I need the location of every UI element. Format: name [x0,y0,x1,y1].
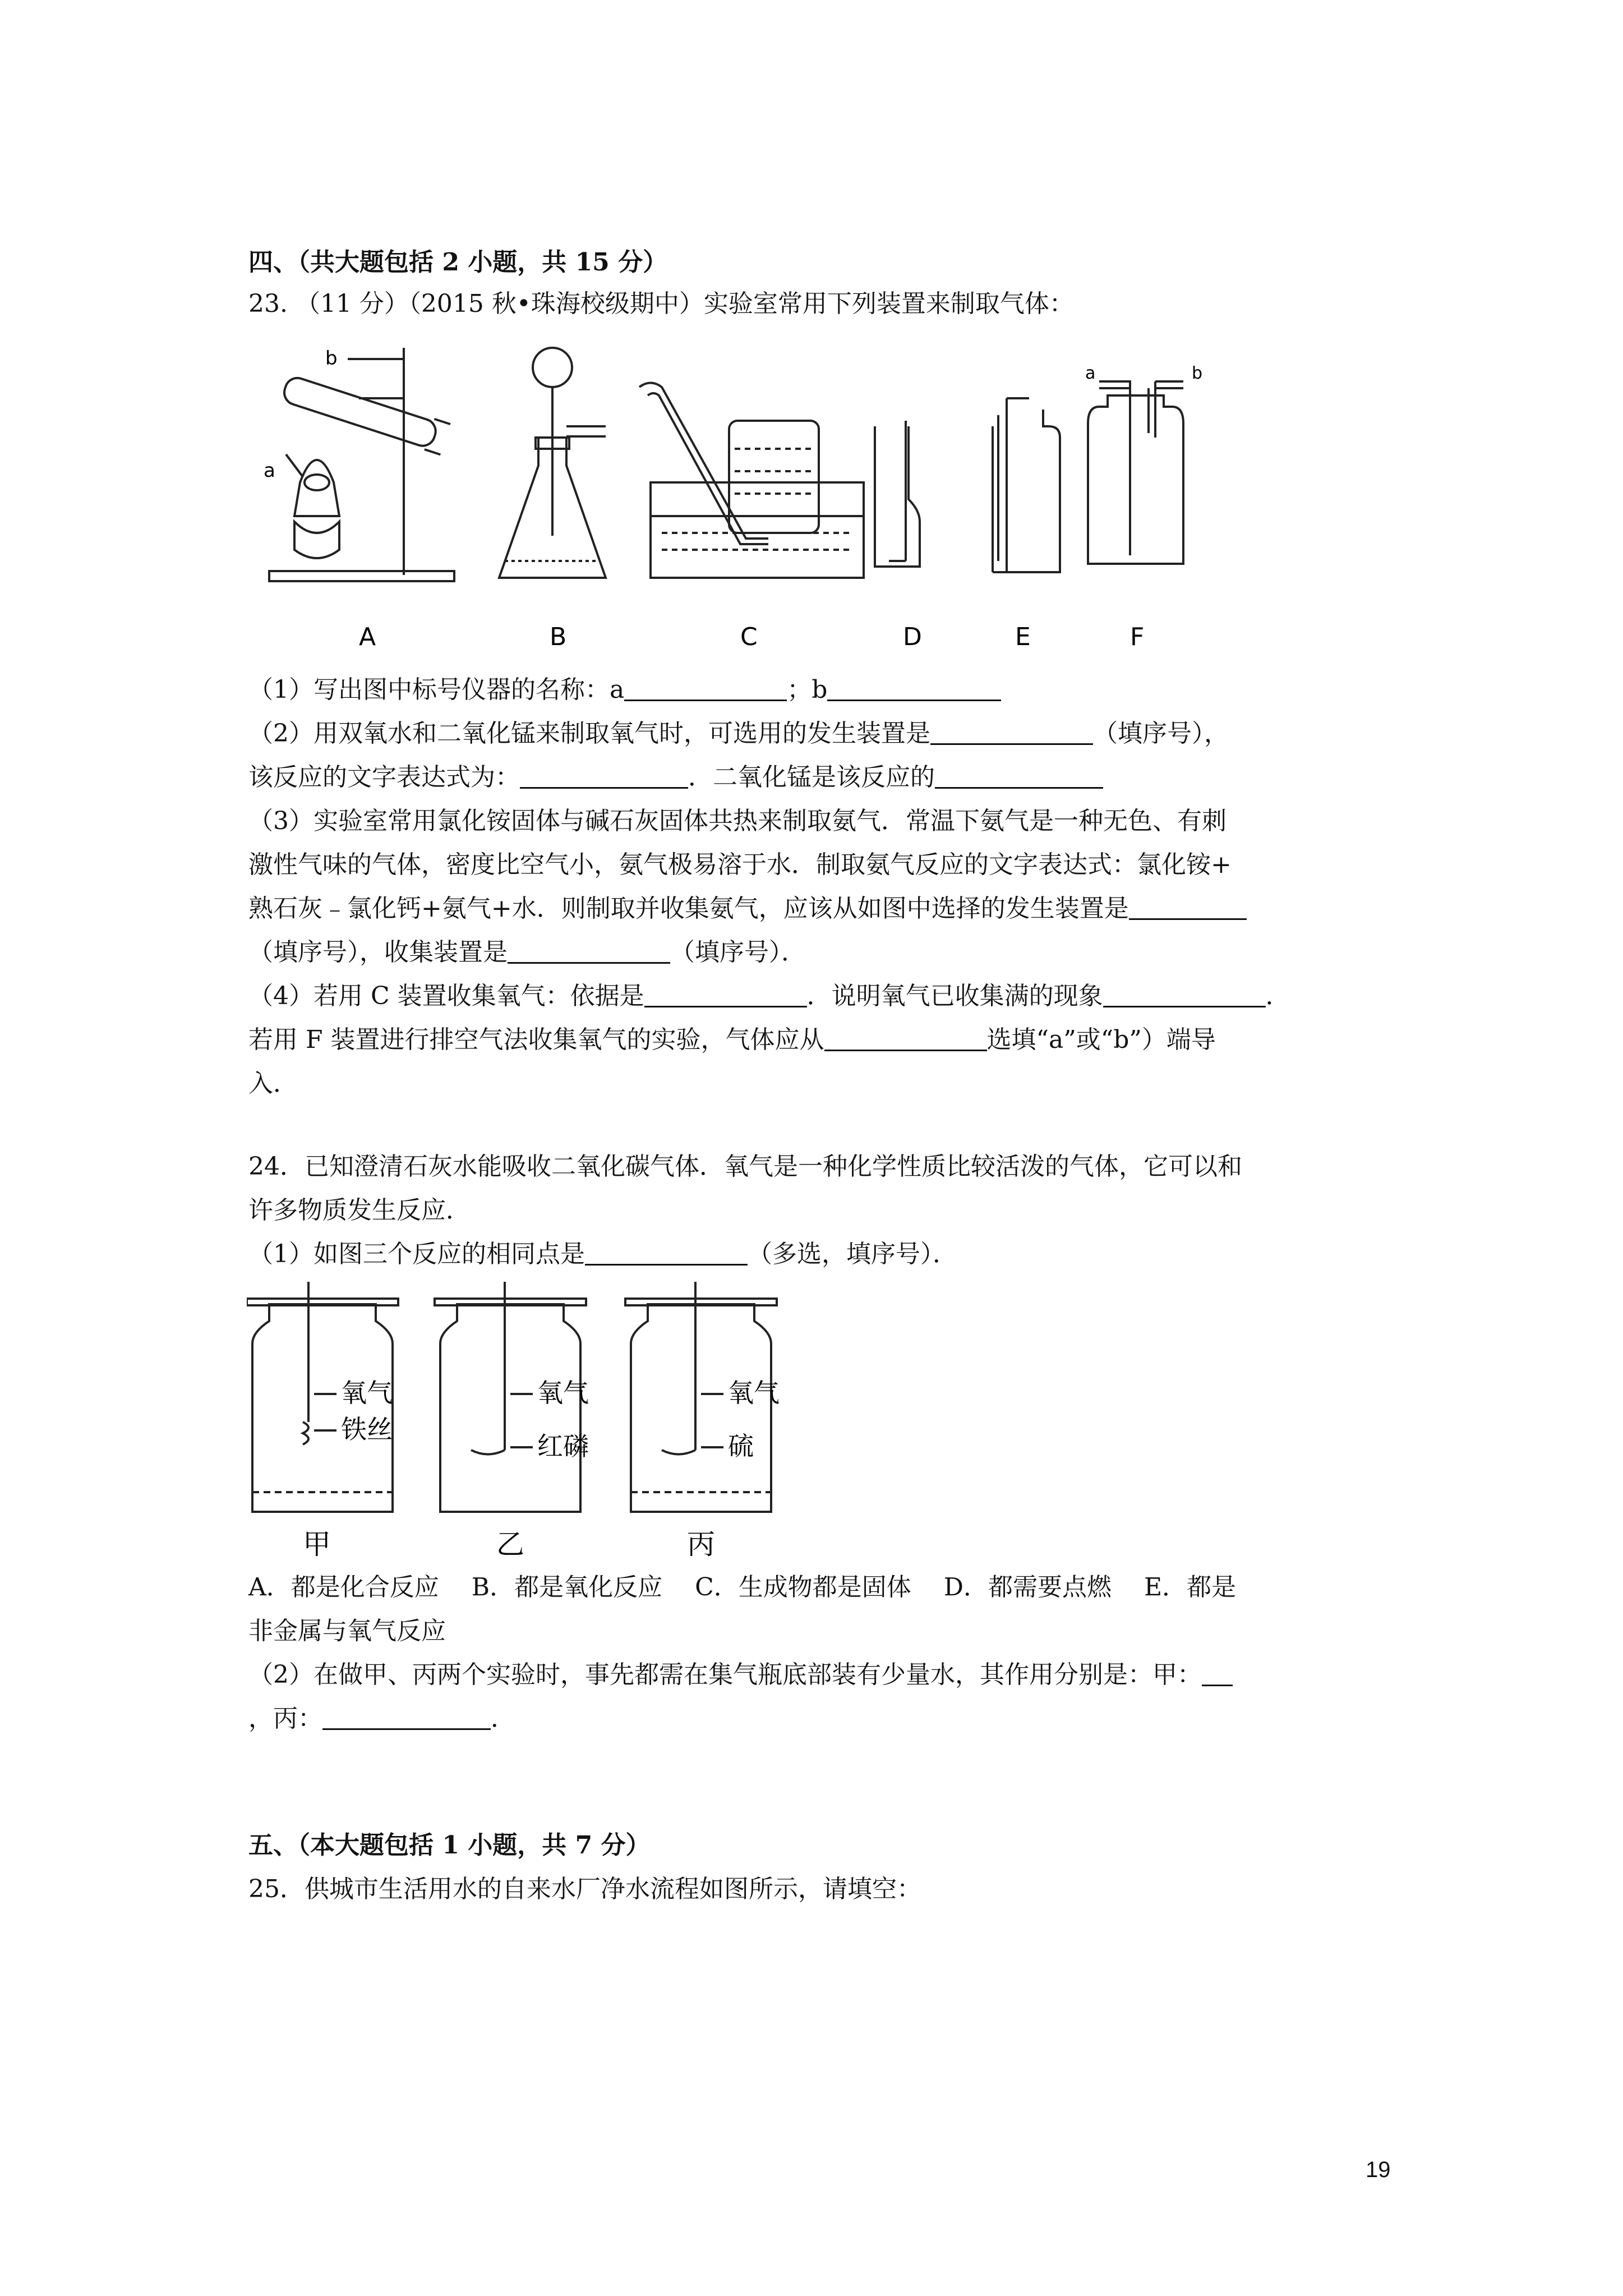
answer-blank[interactable] [624,675,787,701]
answer-blank[interactable] [1202,1660,1233,1686]
apparatus-label-d: D [903,623,922,651]
q23-part1: （1）写出图中标号仪器的名称：a ；b [248,673,1001,707]
bottle-2-gas-label: 氧气 [537,1378,589,1408]
apparatus-figure [247,342,1251,656]
answer-blank[interactable] [508,937,670,964]
answer-blank[interactable] [322,1704,491,1730]
q23-part3-line4: （填序号），收集装置是 （填序号）． [248,938,806,967]
q24-part1: （1）如图三个反应的相同点是 （多选，填序号）． [248,1240,957,1268]
marker-a-label: a [264,459,275,482]
q23-part4-line3: 入． [248,1069,298,1098]
bottle-1-gas-label: 氧气 [341,1378,393,1408]
q23-part3-line1: （3）实验室常用氯化铵固体与碱石灰固体共热来制取氨气．常温下氨气是一种无色、有刺 [248,807,1227,835]
bottle-3-caption: 丙 [687,1528,715,1561]
bottle-1-substance-label: 铁丝 [341,1414,393,1444]
page-number: 19 [1366,2157,1391,2182]
section-4-heading: 四、（共大题包括 2 小题，共 15 分） [248,248,668,277]
marker-b-label: b [325,347,338,370]
answer-blank[interactable] [930,719,1093,745]
apparatus-label-a: A [359,623,376,651]
q24-line2: 许多物质发生反应． [248,1196,471,1225]
bottle-2-caption: 乙 [496,1528,524,1561]
bottle-1-caption: 甲 [303,1528,331,1561]
q24-part2-line2: ，丙： ． [248,1704,515,1733]
answer-blank[interactable] [824,1025,987,1051]
q23-part4-line1: （4）若用 C 装置收集氧气：依据是 ．说明氧气已收集满的现象 ． [248,982,1290,1010]
q23-part3-line3: 熟石灰﹣氯化钙+氨气+水．则制取并收集氨气，应该从如图中选择的发生装置是 [248,892,1247,926]
q23-part2: （2）用双氧水和二氧化锰来制取氧气时，可选用的发生装置是 （填序号）， [248,719,1229,748]
q24-part2-line1: （2）在做甲、丙两个实验时，事先都需在集气瓶底部装有少量水，其作用分别是：甲： [248,1658,1233,1692]
q23-part2-line2: 该反应的文字表达式为： ．二氧化锰是该反应的 [248,761,1103,794]
q24-options-line2: 非金属与氧气反应 [248,1617,446,1645]
q25-title: 25．供城市生活用水的自来水厂净水流程如图所示，请填空： [248,1875,921,1903]
answer-blank[interactable] [520,762,688,789]
apparatus-label-b: B [550,623,567,651]
section-5-heading: 五、（本大题包括 1 小题，共 7 分） [248,1831,651,1860]
answer-blank[interactable] [585,1239,748,1266]
f-marker-a-label: a [1085,364,1096,383]
q24-options-line1: A．都是化合反应 B．都是氧化反应 C．生成物都是固体 D．都需要点燃 E．都是 [248,1573,1237,1602]
gas-bottles-figure [247,1282,808,1562]
q23-title: 23. （11 分）（2015 秋•珠海校级期中）实验室常用下列装置来制取气体： [248,289,1074,318]
apparatus-label-e: E [1015,623,1031,651]
answer-blank[interactable] [644,981,807,1007]
apparatus-label-f: F [1130,623,1145,651]
bottle-3-substance-label: 硫 [728,1431,754,1461]
apparatus-label-c: C [740,623,758,651]
answer-blank[interactable] [1103,981,1266,1007]
f-marker-b-label: b [1192,364,1203,383]
q23-part3-line2: 激性气味的气体，密度比空气小，氨气极易溶于水．制取氨气反应的文字表达式：氯化铵+ [248,850,1232,879]
answer-blank[interactable] [1129,894,1247,920]
q23-part4-line2: 若用 F 装置进行排空气法收集氧气的实验，气体应从 选填“a”或“b”）端导 [248,1025,1216,1054]
bottle-3-gas-label: 氧气 [728,1378,780,1408]
q24-line1: 24．已知澄清石灰水能吸收二氧化碳气体．氧气是一种化学性质比较活泼的气体，它可以和 [248,1152,1242,1181]
bottle-2-substance-label: 红磷 [537,1431,589,1461]
answer-blank[interactable] [935,762,1103,789]
answer-blank[interactable] [827,675,1001,701]
